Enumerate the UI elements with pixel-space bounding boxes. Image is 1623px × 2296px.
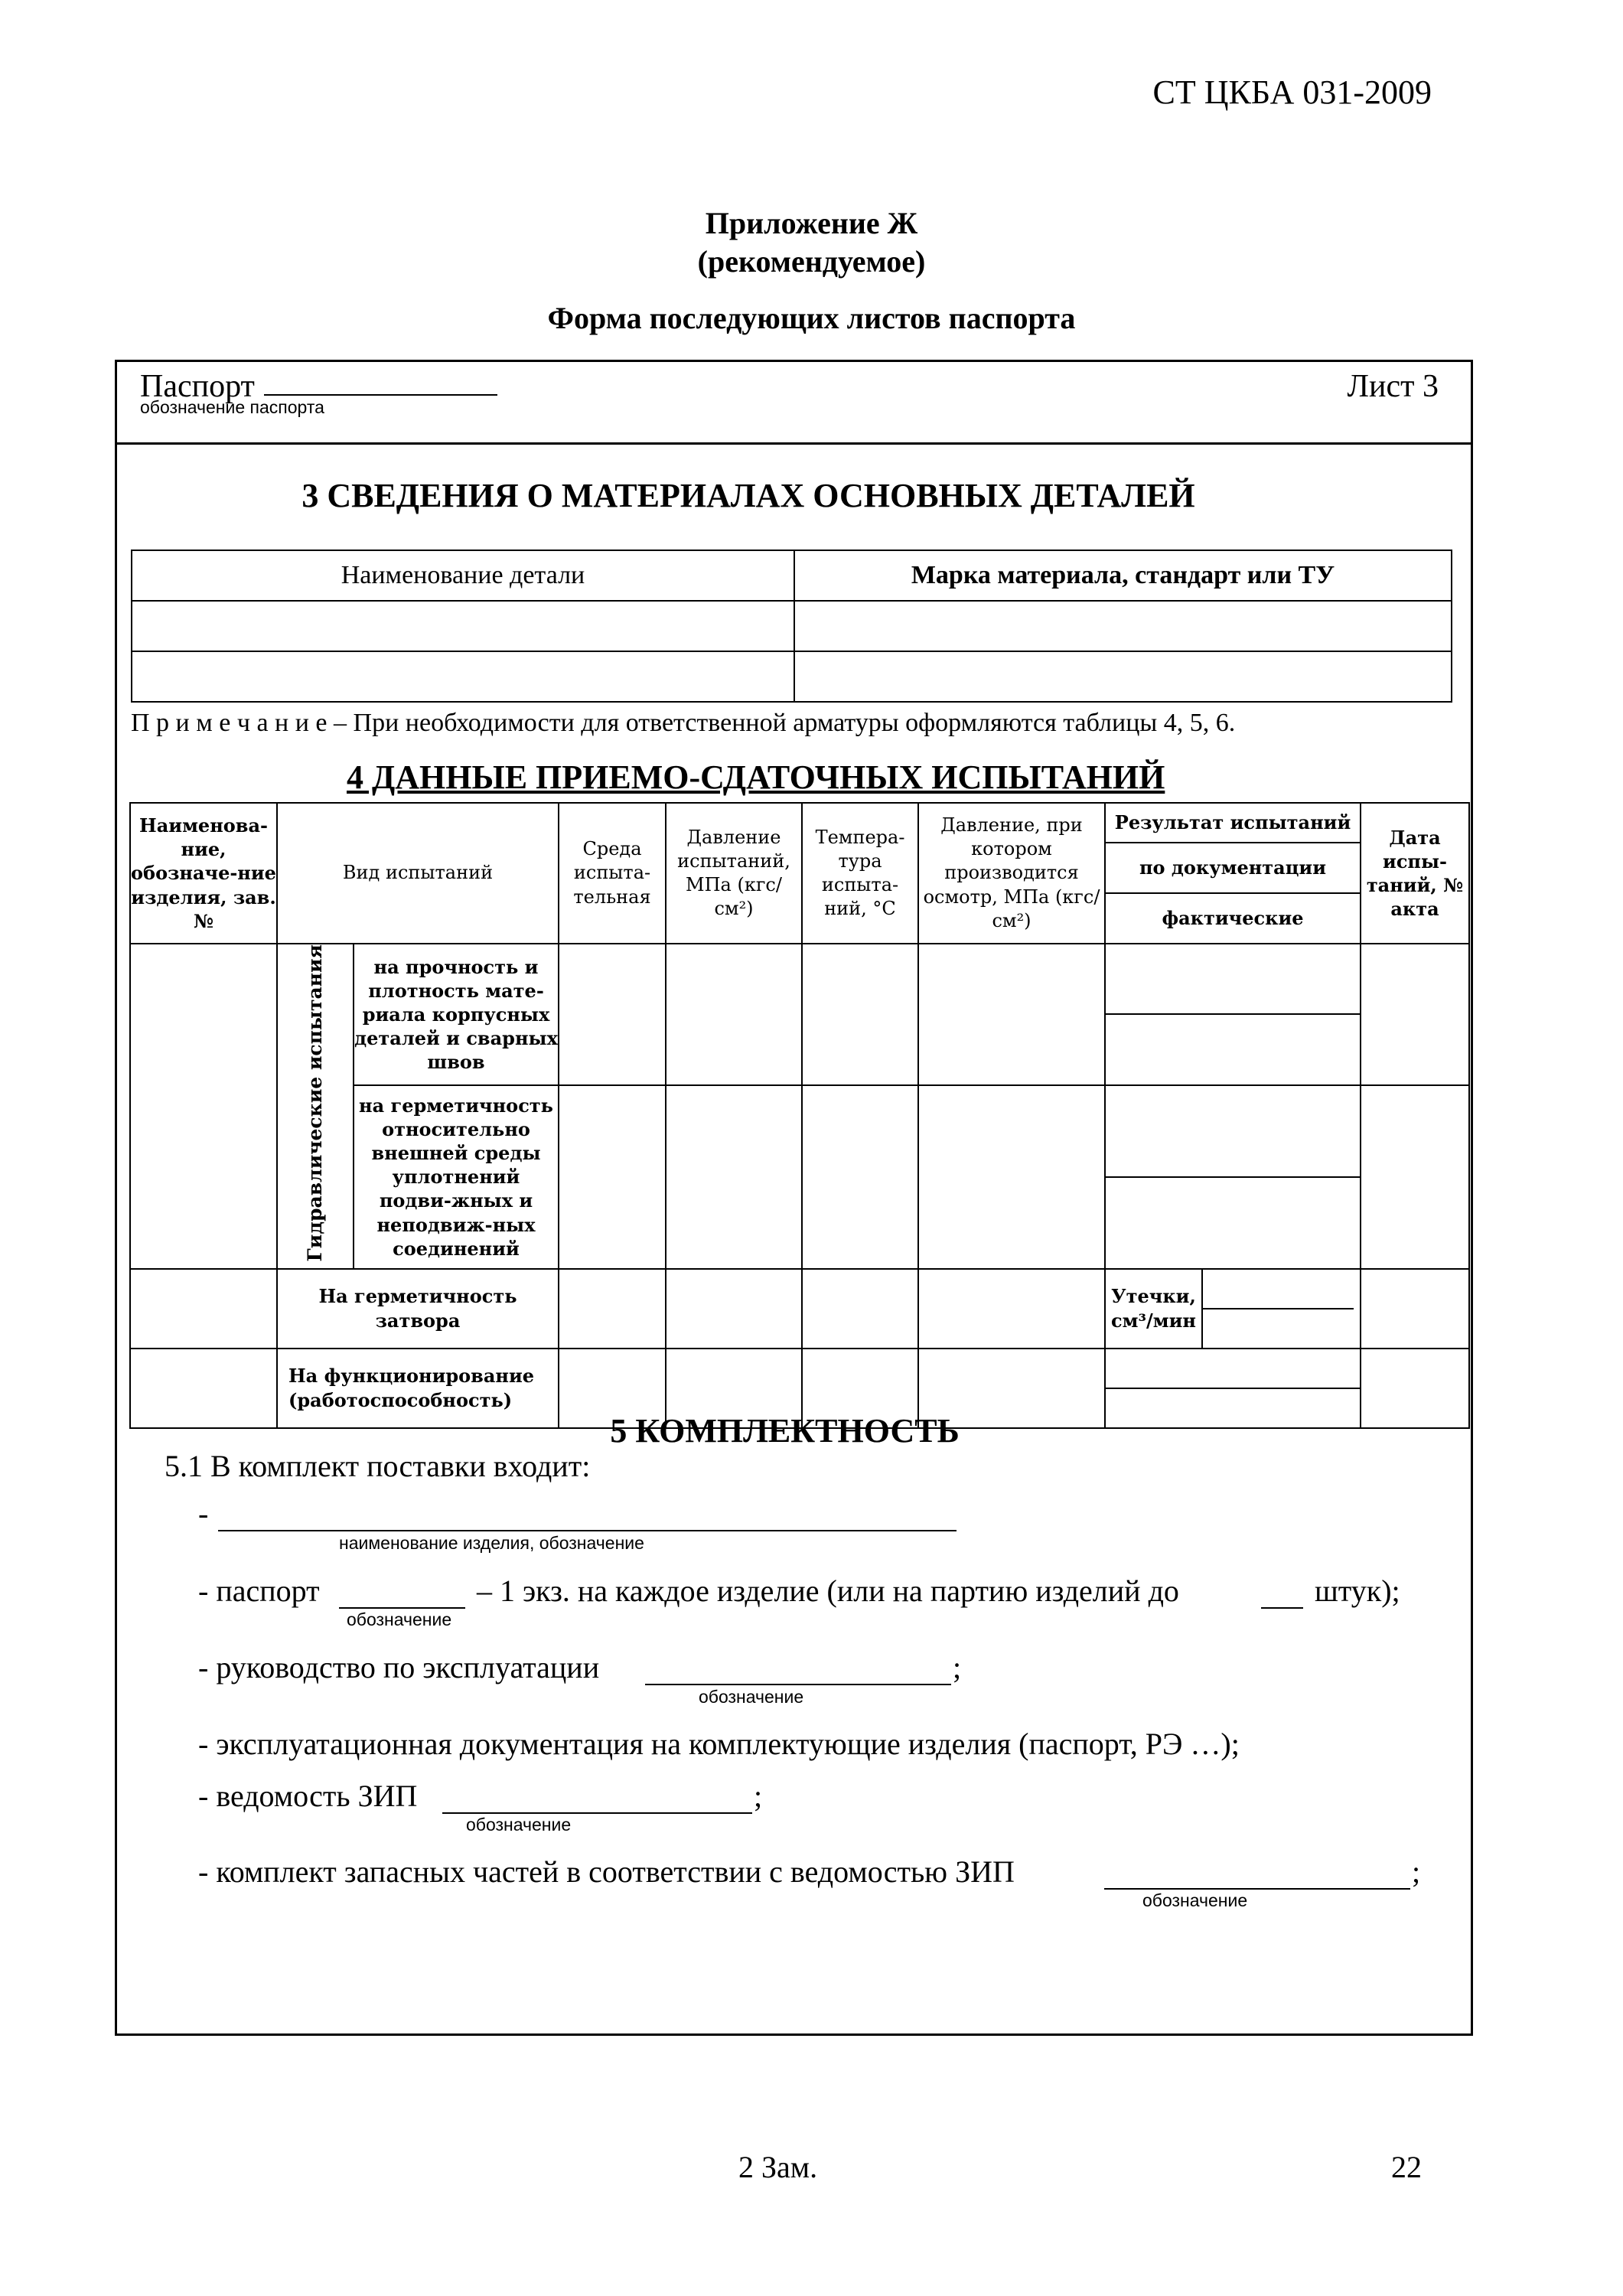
passport-line [264,394,497,396]
date-cell [1361,1269,1469,1349]
item6-line [1104,1888,1410,1890]
hydraulic-group-label: Гидравлические испытания [303,944,326,1262]
product-cell [130,944,277,1269]
sheet-number: Лист 3 [1347,369,1439,404]
pressure-cell [666,1085,802,1269]
change-note: 2 Зам. [738,2150,818,2184]
hydraulic-group-cell [277,944,354,1269]
item5-prefix: - ведомость ЗИП [198,1779,418,1813]
material-col-header: Наименование детали [132,550,794,601]
appendix-title: Приложение Ж [705,206,918,240]
item6-prefix: - комплект запасных частей в соответствии с ведомостью ЗИП [198,1854,1015,1889]
inspection-pressure-cell [918,944,1105,1085]
material-cell [132,651,794,702]
pressure-cell [666,1269,802,1349]
materials-table [131,550,1452,703]
pressure-header: Давление испытаний, МПа (кгс/см²) [666,803,802,944]
material-cell [132,601,794,651]
section3-note [131,708,1235,738]
header-divider [117,442,1471,445]
item2-qty-line [1261,1607,1303,1609]
appendix-subtitle: (рекомендуемое) [697,244,926,279]
item3-caption: обозначение [699,1687,804,1707]
item2-suffix: штук); [1315,1574,1400,1608]
result-header: Результат испытаний [1105,803,1361,843]
material-cell [794,601,1452,651]
note-text: При необходимости для ответственной арматуры оформляются таблицы 4, 5, 6. [353,709,1236,737]
medium-header: Среда испыта-тельная [559,803,666,944]
item6-suffix: ; [1412,1854,1421,1889]
item5-suffix: ; [754,1779,763,1813]
passport-label: Паспорт [140,369,255,404]
medium-cell [559,944,666,1085]
by-docs-header: по документации [1105,843,1361,893]
inspection-pressure-cell [918,1269,1105,1349]
tests-table [129,802,1470,1429]
leak-value-cell [1202,1269,1361,1349]
item2-line [339,1607,465,1609]
item6-caption: обозначение [1142,1890,1248,1910]
document-code: СТ ЦКБА 031-2009 [1152,73,1432,111]
date-cell [1361,1085,1469,1269]
inspection-pressure-header: Давление, при котором производится осмотр, МПа (кгс/см²) [918,803,1105,944]
section5-intro: 5.1 В комплект поставки входит: [165,1449,591,1483]
result-cell [1105,1085,1361,1269]
date-cell [1361,944,1469,1085]
date-header: Дата испы-таний, № акта [1361,803,1469,944]
leak-label: Утечки, см³/мин [1105,1269,1202,1349]
item1-line [218,1530,957,1531]
medium-cell [559,1085,666,1269]
item5-caption: обозначение [466,1815,572,1835]
section3-title: 3 СВЕДЕНИЯ О МАТЕРИАЛАХ ОСНОВНЫХ ДЕТАЛЕЙ [301,477,1195,514]
page-number: 22 [1391,2150,1422,2184]
tightness-test-label: на герметичность относительно внешней среды уплотнений подви-жных и неподвиж-ных соединений [354,1085,559,1269]
temperature-cell [802,944,918,1085]
note-label: П р и м е ч а н и е – [131,709,347,737]
material-cell [794,651,1452,702]
temperature-header: Темпера-тура испыта-ний, °С [802,803,918,944]
item4-text: - эксплуатационная документация на комплектующие изделия (паспорт, РЭ …); [198,1727,1240,1761]
form-frame [115,360,1473,2036]
seal-tightness-label: На герметичность затвора [277,1269,559,1349]
product-cell [130,1269,277,1349]
inspection-pressure-cell [918,1085,1105,1269]
item2-caption: обозначение [347,1609,452,1629]
strength-test-label: на прочность и плотность мате-риала корпусных деталей и сварных швов [354,944,559,1085]
item3-prefix: - руководство по эксплуатации [198,1650,600,1684]
medium-cell [559,1269,666,1349]
section5-title: 5 КОМПЛЕКТНОСТЬ [610,1412,960,1450]
material-col-header: Марка материала, стандарт или ТУ [794,550,1452,601]
temperature-cell [802,1085,918,1269]
product-header: Наименова-ние, обозначе-ние изделия, зав.№ [130,803,277,944]
pressure-cell [666,944,802,1085]
item5-line [442,1812,752,1814]
item2-prefix: - паспорт [198,1574,320,1608]
section4-title: 4 ДАННЫЕ ПРИЕМО-СДАТОЧНЫХ ИСПЫТАНИЙ [347,758,1165,796]
item3-suffix: ; [953,1650,962,1684]
function-test-label: На функционирование (работоспособность) [277,1349,559,1428]
item1-dash: - [198,1496,209,1531]
temperature-cell [802,1269,918,1349]
result-cell [1105,944,1361,1085]
passport-caption: обозначение паспорта [140,397,324,417]
item3-line [645,1684,951,1685]
form-title: Форма последующих листов паспорта [547,301,1076,335]
actual-header: фактические [1105,893,1361,944]
test-type-header: Вид испытаний [277,803,559,944]
item2-mid: – 1 экз. на каждое изделие (или на партию изделий до [477,1574,1179,1608]
item1-caption: наименование изделия, обозначение [339,1533,644,1553]
